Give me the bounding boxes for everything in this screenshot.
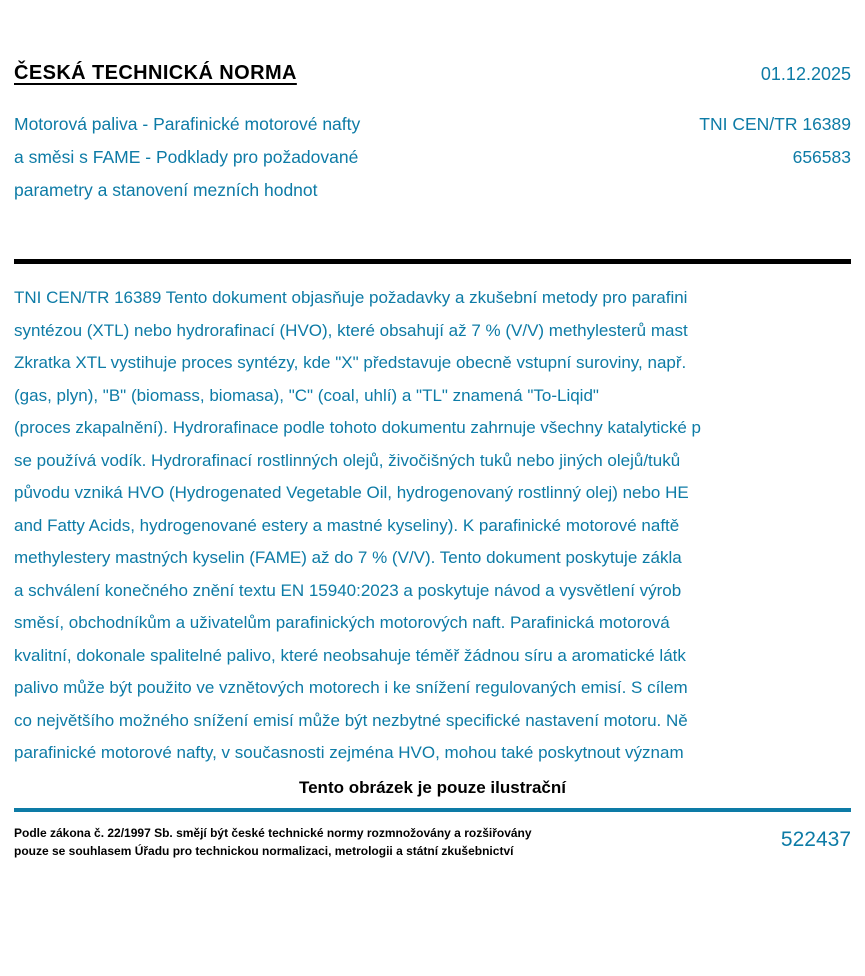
illustration-note: Tento obrázek je pouze ilustrační bbox=[298, 778, 566, 797]
abstract-body bbox=[14, 282, 851, 770]
abstract-line: Zkratka XTL vystihuje proces syntézy, kde "X" představuje obecně vstupní suroviny, např. bbox=[14, 353, 687, 372]
abstract-line: methylestery mastných kyselin (FAME) až do 7 % (V/V). Tento dokument poskytuje zákla bbox=[14, 548, 682, 567]
standard-designation: TNI CEN/TR 16389 bbox=[699, 114, 851, 134]
abstract-line: parafinické motorové nafty, v současnosti zejména HVO, mohou také poskytnout význam bbox=[14, 743, 684, 762]
abstract-line: TNI CEN/TR 16389 Tento dokument objasňuje požadavky a zkušební metody pro parafini bbox=[14, 288, 688, 307]
abstract-line: (proces zkapalnění). Hydrorafinace podle tohoto dokumentu zahrnuje všechny katalytické p bbox=[14, 418, 701, 437]
footer-divider bbox=[14, 808, 851, 812]
header-divider bbox=[14, 259, 851, 264]
abstract-line: and Fatty Acids, hydrogenované estery a mastné kyseliny). K parafinické motorové naftě bbox=[14, 515, 680, 535]
catalog-number: 522437 bbox=[780, 828, 851, 851]
abstract-line: kvalitní, dokonale spalitelné palivo, které neobsahuje téměř žádnou síru a aromatické látk bbox=[14, 645, 686, 665]
document-header bbox=[14, 62, 851, 96]
abstract-line: směsí, obchodníkům a uživatelům parafinických motorových naft. Parafinická motorová bbox=[14, 613, 670, 632]
standard-title bbox=[14, 108, 614, 207]
publication-date: 01.12.2025 bbox=[760, 64, 851, 84]
standard-label: ČESKÁ TECHNICKÁ NORMA bbox=[14, 62, 297, 84]
document-footer bbox=[14, 824, 851, 872]
legal-notice bbox=[14, 824, 634, 860]
standard-classification-code: 656583 bbox=[792, 147, 851, 167]
standard-title-line-2: a směsi s FAME - Podklady pro požadované bbox=[14, 147, 359, 167]
abstract-line: co největšího možného snížení emisí může být nezbytné specifické nastavení motoru. Ně bbox=[14, 710, 688, 730]
abstract-line: (gas, plyn), "B" (biomass, biomasa), "C" (coal, uhlí) a "TL" znamená "To-Liqid" bbox=[14, 385, 599, 405]
legal-notice-line-2: pouze se souhlasem Úřadu pro technickou normalizaci, metrologii a státní zkušebnictví bbox=[14, 844, 514, 858]
abstract-line: původu vzniká HVO (Hydrogenated Vegetable Oil, hydrogenovaný rostlinný olej) nebo HE bbox=[14, 483, 689, 502]
abstract-line: palivo může být použito ve vznětových motorech i ke snížení regulovaných emisí. S cílem bbox=[14, 678, 688, 697]
standard-title-line-1: Motorová paliva - Parafinické motorové nafty bbox=[14, 114, 361, 134]
abstract-line: a schválení konečného znění textu EN 15940:2023 a poskytuje návod a vysvětlení výrob bbox=[14, 580, 682, 600]
abstract-line: syntézou (XTL) nebo hydrorafinací (HVO), které obsahují až 7 % (V/V) methylesterů mast bbox=[14, 320, 688, 340]
document-page bbox=[0, 62, 865, 976]
standard-title-line-3: parametry a stanovení mezních hodnot bbox=[14, 180, 318, 200]
abstract-line: se používá vodík. Hydrorafinací rostlinných olejů, živočišných tuků nebo jiných olejů/tuků bbox=[14, 450, 681, 470]
legal-notice-line-1: Podle zákona č. 22/1997 Sb. smějí být české technické normy rozmnožovány a rozšiřovány bbox=[14, 826, 532, 840]
title-block bbox=[14, 108, 851, 204]
standard-identifiers bbox=[699, 108, 851, 174]
